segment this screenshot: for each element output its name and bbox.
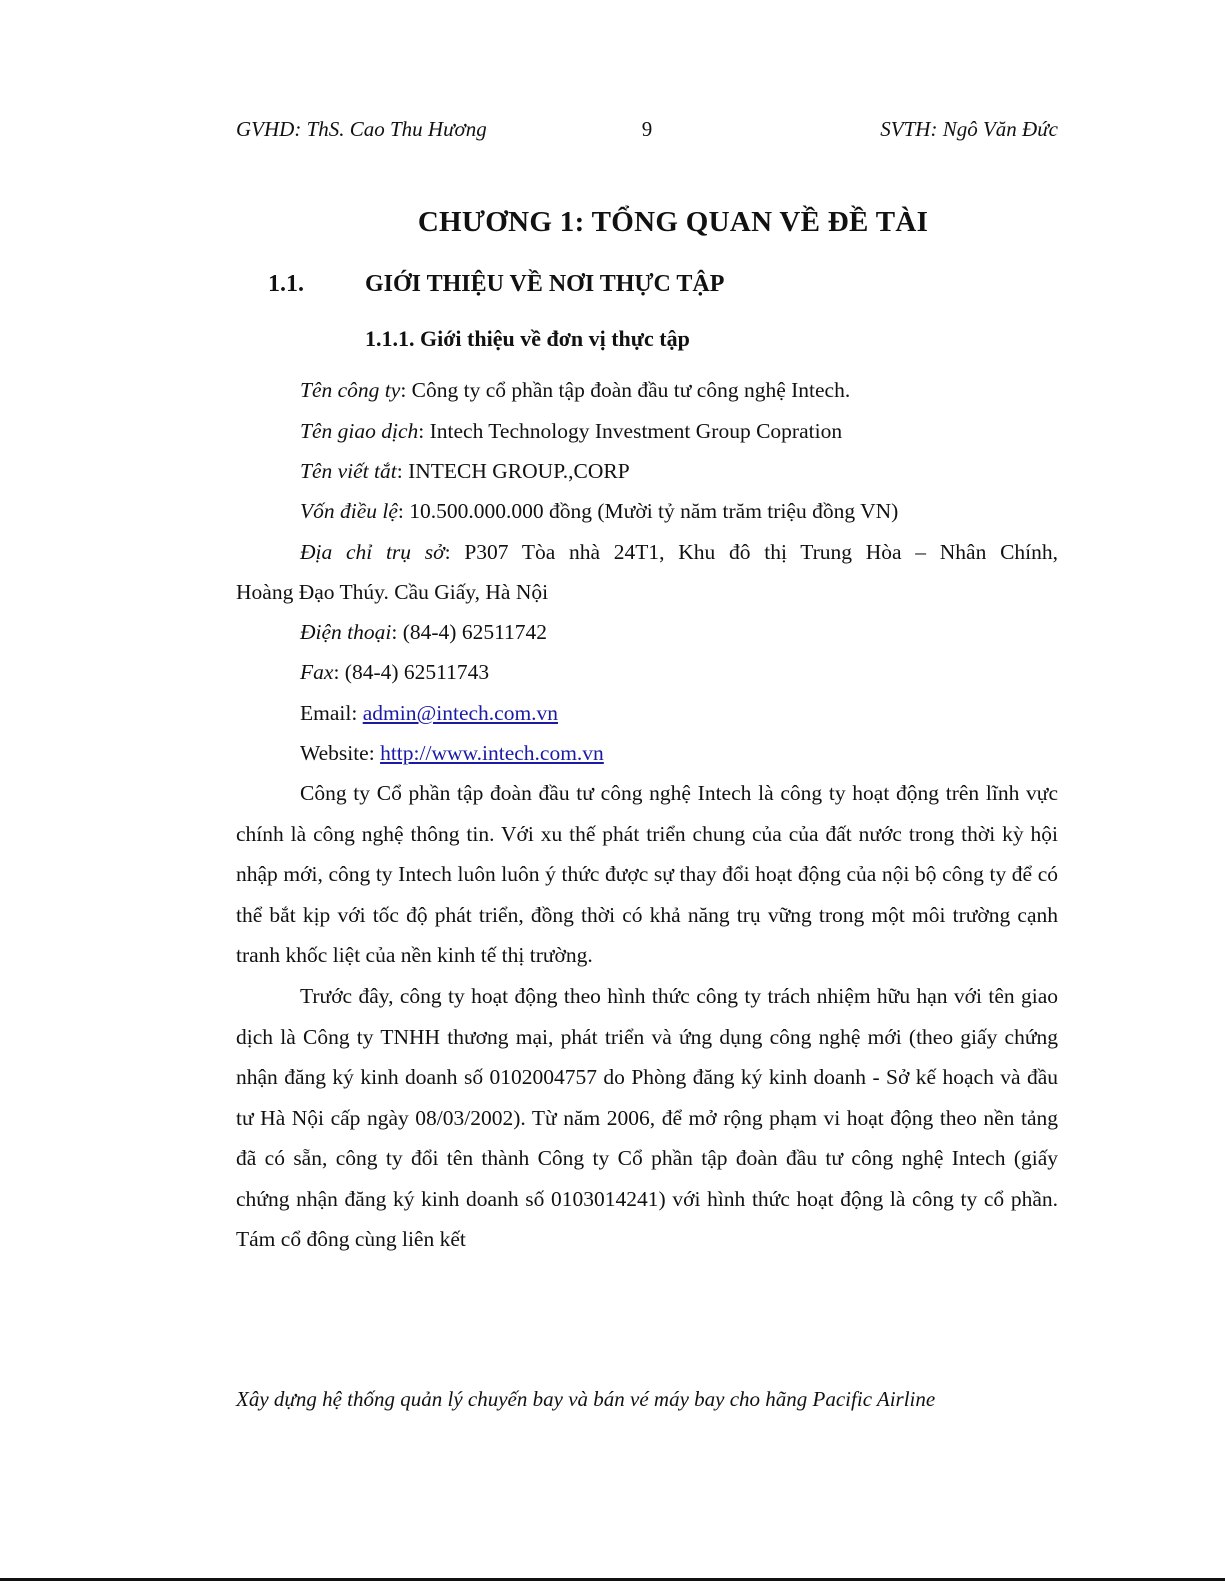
capital-value: : 10.500.000.000 đồng (Mười tỷ năm trăm triệu đồng VN) [397, 499, 899, 523]
address-label: Địa chỉ trụ sở [300, 540, 445, 564]
fax-label: Fax [300, 660, 334, 684]
info-capital [236, 496, 1058, 526]
trade-name-value: : Intech Technology Investment Group Copration [418, 419, 843, 443]
info-trade-name [236, 416, 1058, 446]
email-link[interactable]: admin@intech.com.vn [362, 701, 559, 725]
header-page-number: 9 [641, 117, 653, 141]
paragraph-company-history: Trước đây, công ty hoạt động theo hình thức công ty trách nhiệm hữu hạn với tên giao dịch là Công ty TNHH thương mại, phát triển và ứng dụng công nghệ mới (theo giấy chứng nhận đăng ký kinh doanh số 0102004757 do Phòng đăng ký kinh doanh - Sở kế hoạch và đầu tư Hà Nội cấp ngày 08/03/2002). Từ năm 2006, để mở rộng phạm vi hoạt động theo nền tảng đã có sẵn, công ty đổi tên thành Công ty Cổ phần tập đoàn đầu tư công nghệ Intech (giấy chứng nhận đăng ký kinh doanh số 0103014241) với hình thức hoạt động là công ty cổ phần. Tám cổ đông cùng liên kết [236, 984, 1058, 1251]
subsection-heading: 1.1.1. Giới thiệu về đơn vị thực tập [365, 326, 690, 351]
info-phone [236, 617, 1058, 647]
website-label: Website: [300, 741, 381, 765]
paragraph-company-overview: Công ty Cổ phần tập đoàn đầu tư công nghệ Intech là công ty hoạt động trên lĩnh vực chính là công nghệ thông tin. Với xu thế phát triển chung của của đất nước trong thời kỳ hội nhập mới, công ty Intech luôn luôn ý thức được sự thay đổi hoạt động của nội bộ công ty để có thể bắt kịp với tốc độ phát triển, đồng thời có khả năng trụ vững trong một môi trường cạnh tranh khốc liệt của nền kinh tế thị trường. [236, 781, 1058, 967]
abbreviation-value: : INTECH GROUP.,CORP [396, 459, 630, 483]
company-name-value: : Công ty cổ phần tập đoàn đầu tư công nghệ Intech. [400, 378, 851, 402]
info-address [236, 537, 1058, 567]
page-footer: Xây dựng hệ thống quản lý chuyến bay và bán vé máy bay cho hãng Pacific Airline [236, 1387, 936, 1411]
chapter-title: CHƯƠNG 1: TỔNG QUAN VỀ ĐỀ TÀI [417, 206, 929, 238]
info-website [236, 738, 1058, 768]
company-name-label: Tên công ty [300, 378, 401, 402]
abbreviation-label: Tên viết tắt [300, 459, 397, 483]
section-number: 1.1. [268, 271, 304, 297]
address-value-line1: : P307 Tòa nhà 24T1, Khu đô thị Trung Hòa – Nhân Chính, [444, 540, 1059, 564]
phone-label: Điện thoại [300, 620, 392, 644]
info-address-continued: Hoàng Đạo Thúy. Cầu Giấy, Hà Nội [236, 580, 549, 604]
fax-value: : (84-4) 62511743 [333, 660, 490, 684]
section-heading [268, 271, 724, 298]
section-title: GIỚI THIỆU VỀ NƠI THỰC TẬP [365, 271, 725, 297]
page-header [236, 117, 1058, 147]
info-email [236, 698, 1058, 728]
header-student: SVTH: Ngô Văn Đức [880, 117, 1058, 141]
trade-name-label: Tên giao dịch [300, 419, 419, 443]
website-link[interactable]: http://www.intech.com.vn [380, 741, 604, 765]
email-label: Email: [300, 701, 363, 725]
phone-value: : (84-4) 62511742 [391, 620, 548, 644]
info-abbreviation [236, 456, 1058, 486]
info-fax [236, 657, 1058, 687]
bottom-border-line [0, 1578, 1225, 1581]
header-advisor: GVHD: ThS. Cao Thu Hương [236, 117, 487, 141]
info-company-name [236, 375, 1058, 405]
capital-label: Vốn điều lệ [300, 499, 398, 523]
